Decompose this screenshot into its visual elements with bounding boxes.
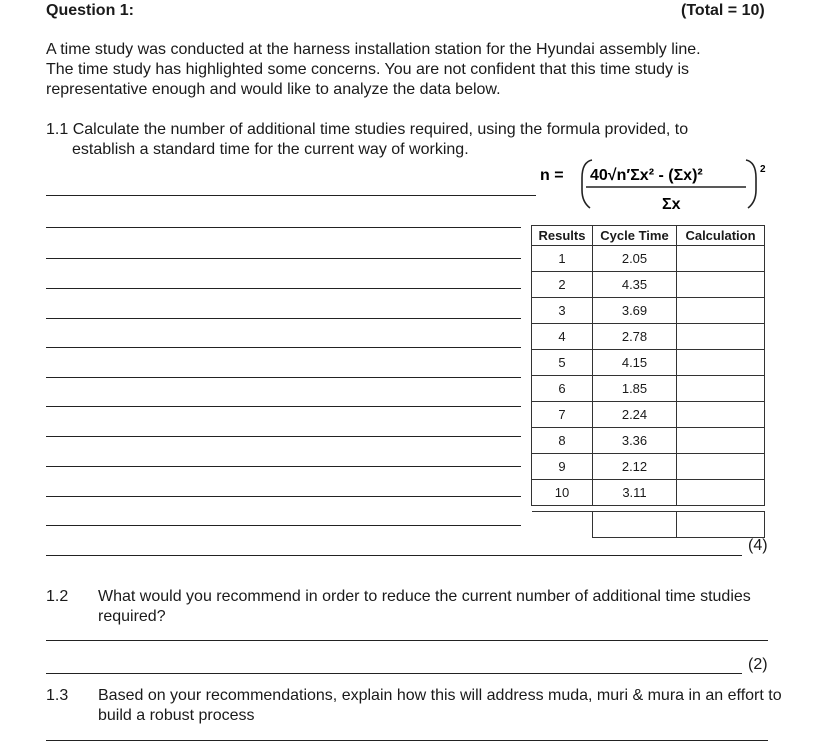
intro-line: The time study has highlighted some concerns. You are not confident that this time study is xyxy=(46,61,690,78)
cycle-time-cell: 3.69 xyxy=(593,298,677,324)
cycle-time-cell: 3.36 xyxy=(593,428,677,454)
right-bracket xyxy=(746,160,756,208)
cycle-time-cell: 4.15 xyxy=(593,350,677,376)
table-row xyxy=(532,298,765,324)
answer-line xyxy=(46,740,768,741)
result-cell: 5 xyxy=(532,350,593,376)
table-total-row xyxy=(532,512,765,538)
answer-line xyxy=(46,466,521,467)
question-1-1-line: establish a standard time for the current way of working. xyxy=(72,141,469,158)
answer-line xyxy=(46,640,768,641)
question-1-3-number: 1.3 xyxy=(46,687,69,704)
table-row xyxy=(532,480,765,506)
time-study-formula xyxy=(540,154,780,226)
result-cell: 2 xyxy=(532,272,593,298)
cycle-time-cell: 2.12 xyxy=(593,454,677,480)
answer-line xyxy=(46,525,521,526)
table-row xyxy=(532,350,765,376)
intro-line: A time study was conducted at the harness installation station for the Hyundai assembly line. xyxy=(46,41,701,58)
answer-line xyxy=(46,227,521,228)
cycle-time-cell: 2.05 xyxy=(593,246,677,272)
intro-paragraph xyxy=(46,40,806,100)
question-1-2-text: What would you recommend in order to reduce the current number of additional time studies required? xyxy=(98,588,751,625)
answer-line xyxy=(46,258,521,259)
total-cycle-cell[interactable] xyxy=(593,512,677,538)
answer-line xyxy=(46,195,536,196)
table-row xyxy=(532,402,765,428)
question-1-2-number: 1.2 xyxy=(46,588,69,605)
calculation-cell[interactable] xyxy=(677,324,765,350)
calculation-cell[interactable] xyxy=(677,298,765,324)
calculation-cell[interactable] xyxy=(677,480,765,506)
table-row xyxy=(532,428,765,454)
question-1-2-marks: (2) xyxy=(748,656,768,673)
result-cell: 7 xyxy=(532,402,593,428)
question-1-1-line: 1.1 Calculate the number of additional time studies required, using the formula provided, to xyxy=(46,121,689,138)
table-row xyxy=(532,376,765,402)
calculation-cell[interactable] xyxy=(677,272,765,298)
formula-lhs: n = xyxy=(540,167,564,184)
formula-denominator: Σx xyxy=(662,196,681,213)
calculation-cell[interactable] xyxy=(677,350,765,376)
cycle-time-table xyxy=(531,225,765,538)
answer-line xyxy=(46,318,521,319)
calculation-cell[interactable] xyxy=(677,246,765,272)
calculation-cell[interactable] xyxy=(677,428,765,454)
table-row xyxy=(532,324,765,350)
result-cell: 4 xyxy=(532,324,593,350)
cycle-time-cell: 2.78 xyxy=(593,324,677,350)
calculation-cell[interactable] xyxy=(677,376,765,402)
cycle-time-cell: 3.11 xyxy=(593,480,677,506)
table-header: Results xyxy=(532,226,593,246)
answer-line xyxy=(46,496,521,497)
calculation-cell[interactable] xyxy=(677,454,765,480)
intro-line: representative enough and would like to analyze the data below. xyxy=(46,81,501,98)
total-calculation-cell[interactable] xyxy=(677,512,765,538)
answer-line xyxy=(46,673,742,674)
result-cell: 3 xyxy=(532,298,593,324)
result-cell: 8 xyxy=(532,428,593,454)
answer-line xyxy=(46,288,521,289)
answer-line xyxy=(46,406,521,407)
formula-exponent: 2 xyxy=(760,164,766,175)
formula-numerator: 40√n′Σx² - (Σx)² xyxy=(590,167,703,184)
question-1-1-marks: (4) xyxy=(748,537,768,554)
cycle-time-cell: 4.35 xyxy=(593,272,677,298)
answer-line xyxy=(46,347,521,348)
cycle-time-cell: 2.24 xyxy=(593,402,677,428)
answer-line xyxy=(46,377,521,378)
calculation-cell[interactable] xyxy=(677,402,765,428)
question-title: Question 1: xyxy=(46,2,135,19)
table-header: Calculation xyxy=(677,226,765,246)
total-marks: (Total = 10) xyxy=(681,2,765,19)
cycle-time-cell: 1.85 xyxy=(593,376,677,402)
answer-line xyxy=(46,555,742,556)
table-header: Cycle Time xyxy=(593,226,677,246)
result-cell: 10 xyxy=(532,480,593,506)
result-cell: 6 xyxy=(532,376,593,402)
result-cell: 1 xyxy=(532,246,593,272)
table-row xyxy=(532,454,765,480)
table-row xyxy=(532,246,765,272)
result-cell: 9 xyxy=(532,454,593,480)
answer-line xyxy=(46,436,521,437)
table-row xyxy=(532,272,765,298)
question-1-3-text: Based on your recommendations, explain how this will address muda, muri & mura in an effort to build a robust process xyxy=(98,687,782,724)
